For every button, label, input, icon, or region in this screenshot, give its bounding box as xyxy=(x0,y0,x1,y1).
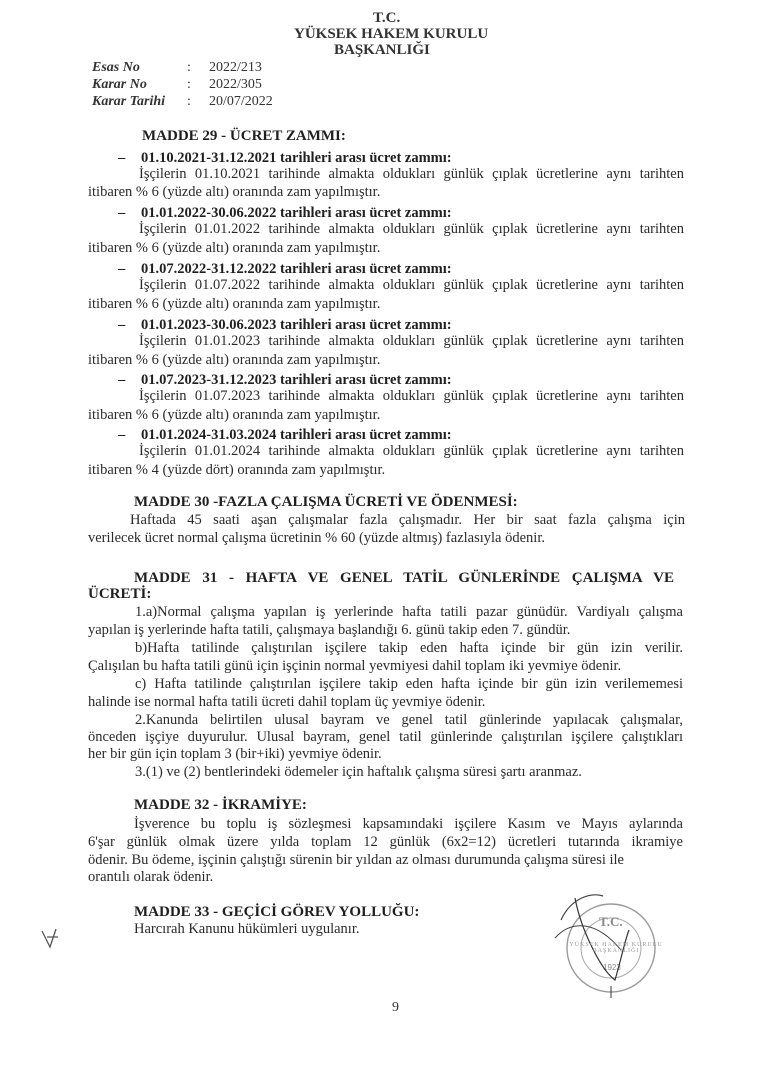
article-29-item-head: 01.01.2022-30.06.2022 tarihleri arası ücret zammı: xyxy=(141,205,452,221)
article-32-title: MADDE 32 - İKRAMİYE: xyxy=(134,797,307,813)
list-dash: – xyxy=(118,150,126,166)
article-32-text: orantılı olarak ödenir. xyxy=(88,869,214,885)
article-29-item-head: 01.07.2023-31.12.2023 tarihleri arası ücret zammı: xyxy=(141,372,452,388)
meta-sep: : xyxy=(187,77,191,92)
article-31-text: b)Hafta tatilinde çalıştırılan işçilere takip eden hafta içinde bir gün izin verilir. xyxy=(135,640,683,656)
article-31-text: önceden işçiye duyurulur. Ulusal bayram, genel tatil günlerinde çalıştırılan işçilere çalıştıkları xyxy=(88,729,683,745)
article-32-text: 6'şar günlük olmak üzere yılda toplam 12 günlük (6x2=12) ücretleri tutarında ikramiye xyxy=(88,834,683,850)
article-31-text: her bir gün için toplam 3 (bir+iki) yevmiye ödenir. xyxy=(88,746,382,762)
meta-value: 2022/213 xyxy=(209,60,262,75)
page-number: 9 xyxy=(392,1000,399,1015)
article-30-text: verilecek ücret normal çalışma ücretinin % 60 (yüzde altmış) fazlasıyla ödenir. xyxy=(88,530,545,546)
meta-value: 2022/305 xyxy=(209,77,262,92)
article-31-text: 1.a)Normal çalışma yapılan iş yerlerinde hafta tatili pazar günüdür. Vardiyalı çalışma xyxy=(135,604,683,620)
article-29-item-text: İşçilerin 01.01.2024 tarihinde almakta oldukları günlük çıplak ücretlerine aynı tarihten xyxy=(139,443,684,459)
article-29-item-text: İşçilerin 01.07.2023 tarihinde almakta oldukları günlük çıplak ücretlerine aynı tarihten xyxy=(139,388,684,404)
article-31-title-cont: ÜCRETİ: xyxy=(88,586,152,602)
article-33-title: MADDE 33 - GEÇİCİ GÖREV YOLLUĞU: xyxy=(134,904,420,920)
article-29-item-text: İşçilerin 01.01.2022 tarihinde almakta oldukları günlük çıplak ücretlerine aynı tarihten xyxy=(139,221,684,237)
meta-karar-tarihi xyxy=(92,94,165,110)
article-33-text: Harcırah Kanunu hükümleri uygulanır. xyxy=(134,921,360,937)
meta-sep: : xyxy=(187,60,191,75)
meta-label: Esas No xyxy=(92,60,140,75)
article-31-text: yapılan iş yerlerinde hafta tatili, çalışmaya başlandığı 6. günü takip eden 7. gündür. xyxy=(88,622,571,638)
article-29-item-text: itibaren % 6 (yüzde altı) oranında zam yapılmıştır. xyxy=(88,184,381,200)
margin-mark-icon xyxy=(38,925,64,953)
list-dash: – xyxy=(118,372,126,388)
list-dash: – xyxy=(118,205,126,221)
article-29-item-text: İşçilerin 01.01.2023 tarihinde almakta oldukları günlük çıplak ücretlerine aynı tarihten xyxy=(139,333,684,349)
meta-esas xyxy=(92,60,140,76)
article-31-text: c) Hafta tatilinde çalıştırılan işçilere takip eden hafta içinde bir gün izin verilememesi xyxy=(135,676,683,692)
stamp-ring-text: YÜKSEK HAKEM KURULU BAŞKANLIĞI xyxy=(569,942,663,954)
meta-karar xyxy=(92,77,147,93)
list-dash: – xyxy=(118,261,126,277)
article-29-item-text: itibaren % 4 (yüzde dört) oranında zam yapılmıştır. xyxy=(88,462,386,478)
article-29-item-text: İşçilerin 01.07.2022 tarihinde almakta oldukları günlük çıplak ücretlerine aynı tarihten xyxy=(139,277,684,293)
article-29-title: MADDE 29 - ÜCRET ZAMMI: xyxy=(142,128,346,144)
header-presidency: BAŞKANLIĞI xyxy=(334,42,430,58)
article-31-text: halinde ise normal hafta tatili ücreti dahil toplam üç yevmiye ödenir. xyxy=(88,694,486,710)
meta-label: Karar No xyxy=(92,77,147,92)
article-30-text: Haftada 45 saati aşan çalışmalar fazla çalışmadır. Her bir saat fazla çalışma için xyxy=(130,512,685,528)
article-31-title: MADDE 31 - HAFTA VE GENEL TATİL GÜNLERİNDE ÇALIŞMA VE xyxy=(134,570,674,586)
article-31-text: 3.(1) ve (2) bentlerindeki ödemeler için haftalık çalışma süresi şartı aranmaz. xyxy=(135,764,582,780)
article-30-title: MADDE 30 -FAZLA ÇALIŞMA ÜCRETİ VE ÖDENMESİ: xyxy=(134,494,518,510)
article-29-item-text: itibaren % 6 (yüzde altı) oranında zam yapılmıştır. xyxy=(88,296,381,312)
article-32-text: İşverence bu toplu iş sözleşmesi kapsamındaki işçilere Kasım ve Mayıs aylarında xyxy=(134,816,683,832)
article-31-text: 2.Kanunda belirtilen ulusal bayram ve genel tatil günlerinde yapılacak çalışmalar, xyxy=(135,712,683,728)
list-dash: – xyxy=(118,427,126,443)
meta-label: Karar Tarihi xyxy=(92,94,166,109)
stamp-year: 1923 xyxy=(603,963,621,972)
article-29-item-text: itibaren % 6 (yüzde altı) oranında zam yapılmıştır. xyxy=(88,240,381,256)
article-29-item-head: 01.01.2024-31.03.2024 tarihleri arası ücret zammı: xyxy=(141,427,452,443)
list-dash: – xyxy=(118,317,126,333)
article-31-text: Çalışılan bu hafta tatili günü için işçinin normal yevmiyesi dahil toplam iki yevmiye ödenir. xyxy=(88,658,622,674)
article-29-item-text: İşçilerin 01.10.2021 tarihinde almakta oldukları günlük çıplak ücretlerine aynı tarihten xyxy=(139,166,684,182)
article-29-item-text: itibaren % 6 (yüzde altı) oranında zam yapılmıştır. xyxy=(88,352,381,368)
article-29-item-head: 01.01.2023-30.06.2023 tarihleri arası ücret zammı: xyxy=(141,317,452,333)
header-institution: YÜKSEK HAKEM KURULU xyxy=(294,26,489,42)
meta-value: 20/07/2022 xyxy=(209,94,273,109)
header-tc: T.C. xyxy=(373,10,401,26)
article-29-item-text: itibaren % 6 (yüzde altı) oranında zam yapılmıştır. xyxy=(88,407,381,423)
article-29-item-head: 01.07.2022-31.12.2022 tarihleri arası ücret zammı: xyxy=(141,261,452,277)
meta-sep: : xyxy=(187,94,191,109)
article-32-text: ödenir. Bu ödeme, işçinin çalıştığı sürenin bir yıldan az olması durumunda çalışma süresi ile xyxy=(88,852,624,868)
article-29-item-head: 01.10.2021-31.12.2021 tarihleri arası ücret zammı: xyxy=(141,150,452,166)
stamp-center-text: T.C. xyxy=(599,914,623,929)
